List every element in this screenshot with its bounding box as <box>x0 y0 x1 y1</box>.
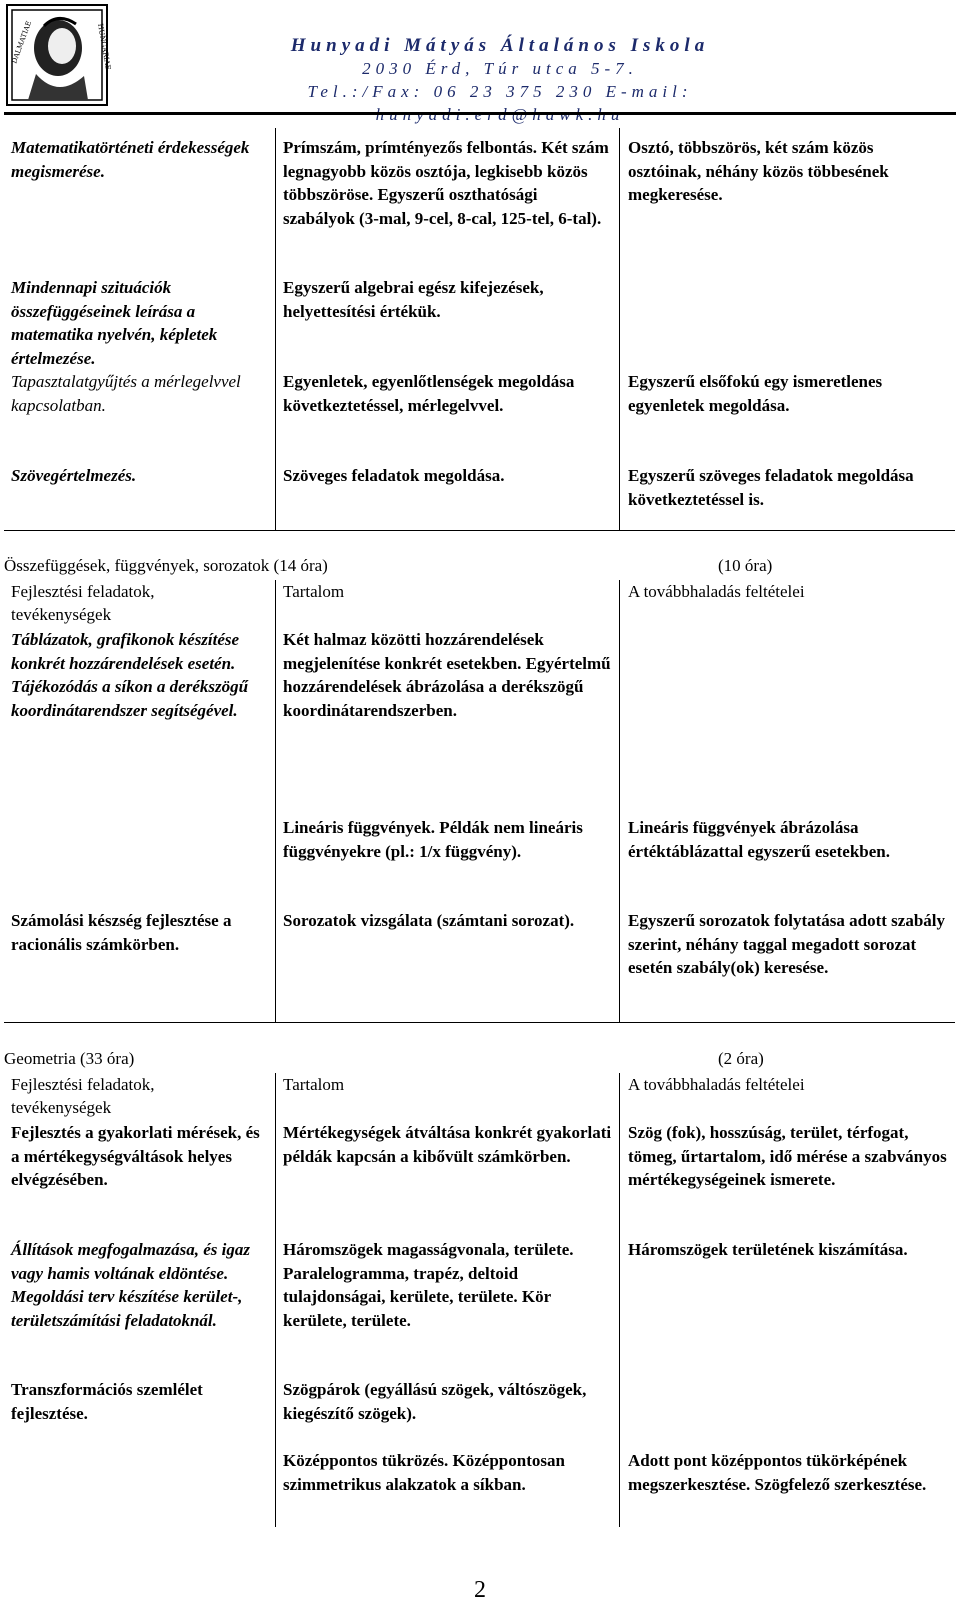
school-crest-logo <box>6 4 113 106</box>
column-divider <box>275 1073 276 1527</box>
column-header: Tartalom <box>283 582 345 601</box>
cell-content: Prímszám, prímtényezős felbontás. Két szám legnagyobb közös osztója, legkisebb közös többszöröse. Egyszerű oszthatósági szabályok (3-mal, 9-cel, 8-cal, 125-tel, 6-tal). <box>283 138 609 228</box>
section-hours: (2 óra) <box>718 1049 764 1068</box>
cell-development-task: Fejlesztés a gyakorlati mérések, és a mértékegységváltások helyes elvégzésében. <box>11 1123 260 1189</box>
cell-development-task: Matematikatörténeti érdekességek megismerése. <box>11 138 250 181</box>
cell-requirement: Adott pont középpontos tükörképének megszerkesztése. Szögfelező szerkesztése. <box>628 1451 927 1494</box>
cell-content: Egyenletek, egyenlőtlenségek megoldása következtetéssel, mérlegelvvel. <box>283 372 575 415</box>
section-table <box>4 1073 955 1527</box>
cell-requirement: Egyszerű elsőfokú egy ismeretlenes egyenletek megoldása. <box>628 372 883 415</box>
cell-requirement: Egyszerű szöveges feladatok megoldása következtetéssel is. <box>628 466 914 509</box>
cell-content: Mértékegységek átváltása konkrét gyakorlati példák kapcsán a kibővült számkörben. <box>283 1123 612 1166</box>
header-divider <box>4 112 956 115</box>
cell-development-task: Transzformációs szemlélet fejlesztése. <box>11 1380 203 1423</box>
column-divider <box>275 128 276 530</box>
column-divider <box>275 580 276 1022</box>
column-header: A továbbhaladás feltételei <box>628 582 805 601</box>
column-header: A továbbhaladás feltételei <box>628 1075 805 1094</box>
cell-content: Sorozatok vizsgálata (számtani sorozat). <box>283 911 575 930</box>
cell-requirement: Háromszögek területének kiszámítása. <box>628 1240 908 1259</box>
cell-development-task: Mindennapi szituációk összefüggéseinek leírása a matematika nyelvén, képletek értelmezése. <box>11 278 218 368</box>
table-continuation <box>4 128 955 531</box>
cell-development-task: Számolási készség fejlesztése a racionális számkörben. <box>11 911 232 954</box>
column-divider <box>619 128 620 530</box>
column-header: Tartalom <box>283 1075 345 1094</box>
cell-content: Szögpárok (egyállású szögek, váltószögek, kiegészítő szögek). <box>283 1380 587 1423</box>
cell-requirement: Egyszerű sorozatok folytatása adott szabály szerint, néhány taggal megadott sorozat esetén szabály(ok) keresése. <box>628 911 945 977</box>
section-title: Összefüggések, függvények, sorozatok (14 óra) <box>4 556 328 575</box>
cell-content: Egyszerű algebrai egész kifejezések, helyettesítési értékük. <box>283 278 544 321</box>
column-header: Fejlesztési feladatok, <box>11 1075 155 1094</box>
cell-development-task: Táblázatok, grafikonok készítése konkrét hozzárendelések esetén. Tájékozódás a síkon a derékszögű koordinátarendszer segítségével. <box>11 630 249 720</box>
cell-content: Szöveges feladatok megoldása. <box>283 466 505 485</box>
svg-text:HUNGARIAE: HUNGARIAE <box>96 22 113 71</box>
cell-development-task: Szövegértelmezés. <box>11 466 137 485</box>
letterhead <box>0 0 960 124</box>
section-table <box>4 580 955 1023</box>
column-divider <box>619 1073 620 1527</box>
page-number: 2 <box>474 1577 486 1603</box>
section-title: Geometria (33 óra) <box>4 1049 135 1068</box>
cell-requirement: Lineáris függvények ábrázolása értéktáblázattal egyszerű esetekben. <box>628 818 891 861</box>
school-address: 2030 Érd, Túr utca 5-7. <box>362 59 638 78</box>
column-header: Fejlesztési feladatok, <box>11 582 155 601</box>
school-name: Hunyadi Mátyás Általános Iskola <box>290 35 710 56</box>
cell-requirement: Osztó, többszörös, két szám közös osztóinak, néhány közös többesének megkeresése. <box>628 138 889 204</box>
svg-text:DALMATIAE: DALMATIAE <box>10 19 34 65</box>
column-divider <box>619 580 620 1022</box>
cell-development-task: Tapasztalatgyűjtés a mérlegelvvel kapcsolatban. <box>11 372 241 415</box>
column-header: tevékenységek <box>11 1098 112 1117</box>
cell-development-task: Állítások megfogalmazása, és igaz vagy hamis voltának eldöntése. Megoldási terv készítése kerület-, területszámítási feladatoknál. <box>11 1240 250 1330</box>
cell-content: Lineáris függvények. Példák nem lineáris függvényekre (pl.: 1/x függvény). <box>283 818 583 861</box>
school-contact: Tel.:/Fax: 06 23 375 230 E-mail: hunyadi.erd@hawk.hu <box>307 82 693 124</box>
cell-content: Háromszögek magasságvonala, területe. Paralelogramma, trapéz, deltoid tulajdonságai, kerülete, területe. Kör kerülete, területe. <box>283 1240 574 1330</box>
cell-requirement: Szög (fok), hosszúság, terület, térfogat, tömeg, űrtartalom, idő mérése a szabványos mértékegységeinek ismerete. <box>628 1123 947 1189</box>
column-header: tevékenységek <box>11 605 112 624</box>
section-hours: (10 óra) <box>718 556 773 575</box>
cell-content: Két halmaz közötti hozzárendelések megjelenítése konkrét esetekben. Egyértelmű hozzárendelések ábrázolása a derékszögű koordinátarendszerben. <box>283 630 611 720</box>
cell-content: Középpontos tükrözés. Középpontosan szimmetrikus alakzatok a síkban. <box>283 1451 565 1494</box>
